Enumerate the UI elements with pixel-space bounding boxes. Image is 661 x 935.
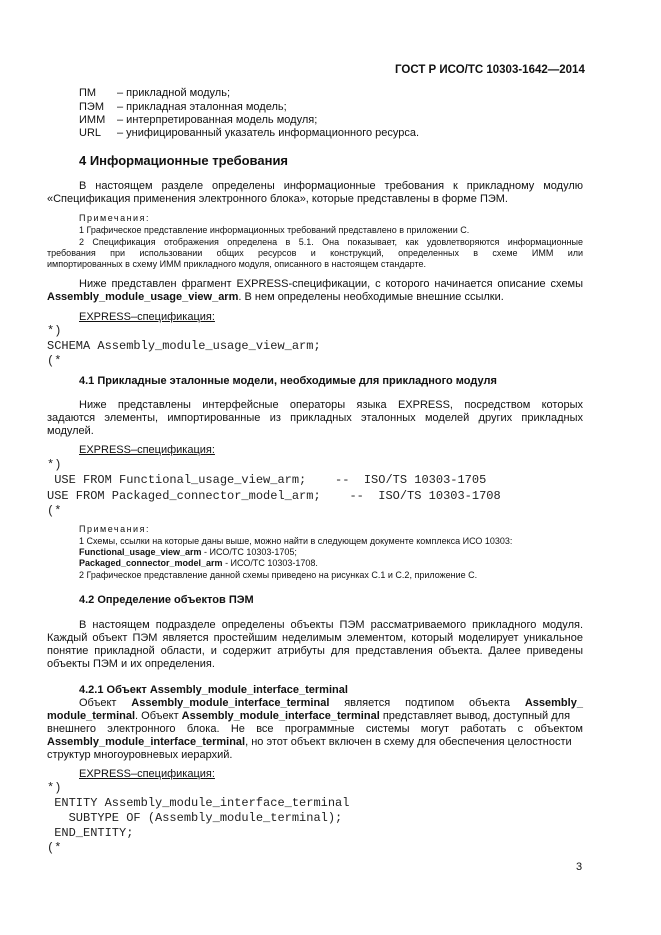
section-4-2-para-line: понятие прикладной области, и содержит атрибуты для представления объекта. Далее приведены [47,645,583,657]
code-line: *) [47,458,62,472]
entity-name: Assembly_ [524,697,583,709]
section-4-1-para-line: задаются элементы, импортированные из прикладных эталонных моделей других прикладных [47,412,583,424]
abbr-term: ПМ [79,87,97,99]
notes-label: Примечания: [79,213,150,223]
entity-name: module_terminal [47,710,136,722]
note-2: 2 Графическое представление данной схемы приведено на рисунках С.1 и С.2, приложение С. [79,570,478,580]
schema-reference-doc: - ИСО/ТС 10303-1705; [201,547,297,557]
section-4-2-1-line: внешнего электронного блока. Не все программные системы могут работать с объектом [47,723,583,735]
code-line: *) [47,781,62,795]
abbr-term: URL [79,127,102,139]
express-label: EXPRESS–спецификация: [79,444,215,456]
abbr-definition: – интерпретированная модель модуля; [117,114,318,126]
code-line: *) [47,324,62,338]
section-4-1-para-line: модулей. [47,425,94,437]
word: объекта [469,697,511,709]
schema-intro-line: Ниже представлен фрагмент EXPRESS-спецификации, с которого начинается описание схемы [79,278,583,290]
note-2-line: 2 Спецификация отображения определена в 5.1. Она показывает, как удовлетворяются информационные [79,237,583,247]
entity-name: Assembly_module_interface_terminal [131,697,330,709]
express-label: EXPRESS–спецификация: [79,768,215,780]
word: подтипом [405,697,455,709]
section-4-1-para-line: Ниже представлены интерфейсные операторы языка EXPRESS, посредством которых [79,399,583,411]
code-line: SUBTYPE OF (Assembly_module_terminal); [47,811,343,825]
section-4-2-1-title: 4.2.1 Объект Assembly_module_interface_terminal [79,684,348,696]
section-4-1-title: 4.1 Прикладные эталонные модели, необходимые для прикладного модуля [79,375,497,387]
section-4-title: 4 Информационные требования [79,153,289,168]
abbr-definition: – прикладной модуль; [117,87,230,99]
text-fragment: , но этот объект включен в схему для обеспечения целостности [245,736,572,748]
entity-name: Assembly_module_interface_terminal [181,710,380,722]
section-4-2-para-line: В настоящем подразделе определены объекты ПЭМ рассматриваемого прикладного модуля. [79,619,583,631]
section-4-intro-line: В настоящем разделе определены информационные требования к прикладному модулю [79,180,583,192]
note-1: 1 Графическое представление информационных требований представлено в приложении С. [79,225,470,235]
abbr-term: ПЭМ [79,101,104,113]
word: является [344,697,391,709]
code-line: SCHEMA Assembly_module_usage_view_arm; [47,339,321,353]
word: Объект [79,697,117,709]
schema-reference-name: Functional_usage_view_arm [79,547,202,557]
code-line: USE FROM Functional_usage_view_arm; -- ISO/TS 10303-1705 [47,473,487,487]
note-2-line: требования при использовании общих ресурсов и конструкций, определенных в схеме ИММ или [47,248,583,258]
standard-header: ГОСТ Р ИСО/ТС 10303-1642—2014 [395,64,585,76]
schema-intro-line [47,291,504,304]
page-number: 3 [576,861,583,873]
abbr-definition: – унифицированный указатель информационного ресурса. [117,127,420,139]
section-4-intro-line: «Спецификация применения электронного блока», которые представлены в форме ПЭМ. [47,193,508,205]
note-2-line: импортированных в схему ИММ прикладного модуля, описанного в настоящем стандарте. [47,259,426,269]
schema-reference [79,558,318,569]
note-1: 1 Схемы, ссылки на которые даны выше, можно найти в следующем документе комплекса ИСО 10303: [79,536,513,546]
schema-reference [79,547,297,558]
entity-name: Assembly_module_interface_terminal [47,736,246,748]
code-line: (* [47,841,62,855]
code-line: END_ENTITY; [47,826,134,840]
schema-intro-rest: . В нем определены необходимые внешние ссылки. [238,291,504,303]
section-4-2-1-line [47,710,570,723]
section-4-2-1-line: структур многоуровневых иерархий. [47,749,233,761]
code-line: USE FROM Packaged_connector_model_arm; -- ISO/TS 10303-1708 [47,489,501,503]
code-line: ENTITY Assembly_module_interface_terminal [47,796,350,810]
notes-label: Примечания: [79,524,150,534]
abbr-term: ИММ [79,114,106,126]
code-line: (* [47,354,62,368]
code-line: (* [47,504,62,518]
section-4-2-1-line [79,697,583,710]
schema-reference-name: Packaged_connector_model_arm [79,558,223,568]
section-4-2-title: 4.2 Определение объектов ПЭМ [79,594,254,606]
text-fragment: представляет вывод, доступный для [379,710,571,722]
section-4-2-para-line: Каждый объект ПЭМ является простейшим неделимым элементом, который моделирует уникальное [47,632,583,644]
schema-name: Assembly_module_usage_view_arm [47,291,239,303]
express-label: EXPRESS–спецификация: [79,311,215,323]
section-4-2-1-line [47,736,572,749]
schema-reference-doc: - ИСО/ТС 10303-1708. [222,558,318,568]
text-fragment: . Объект [135,710,182,722]
section-4-2-para-line: объекты ПЭМ и их определения. [47,658,215,670]
abbr-definition: – прикладная эталонная модель; [117,101,287,113]
